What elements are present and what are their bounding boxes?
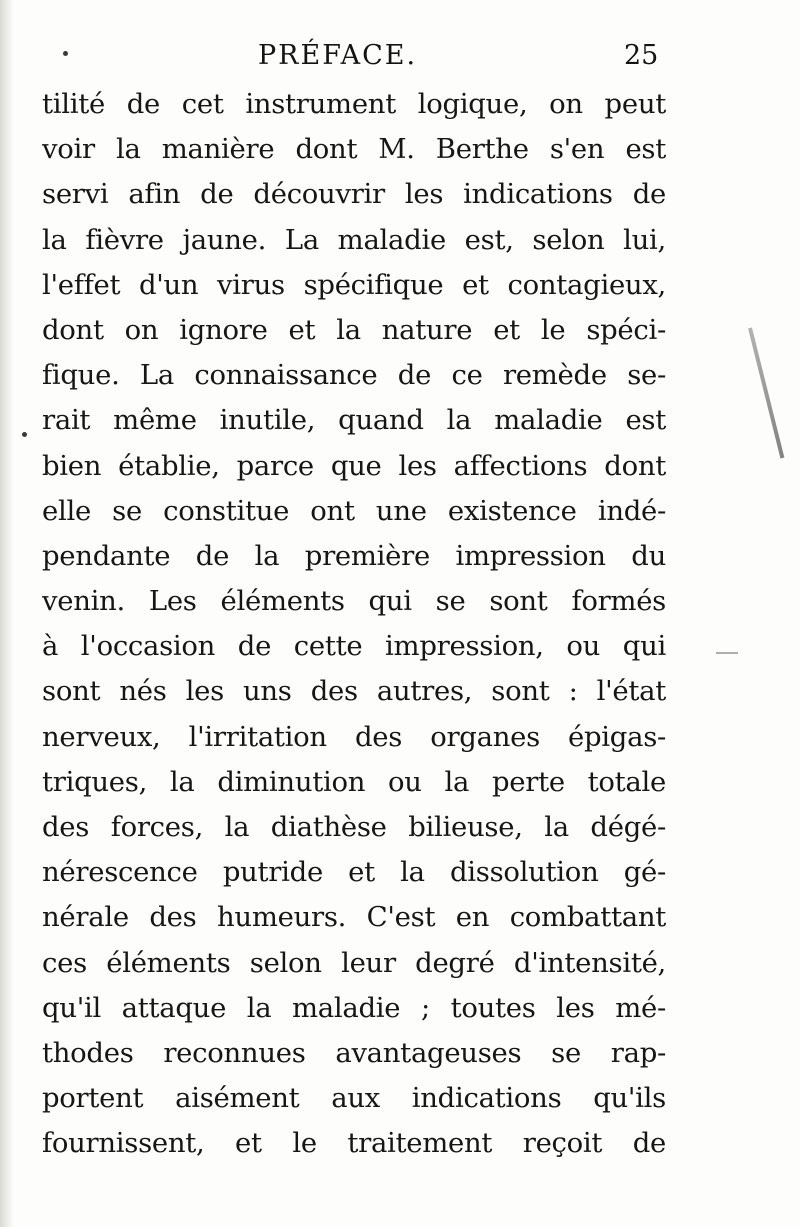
text-line: sont nés les uns des autres, sont : l'état	[42, 675, 666, 708]
body-text	[42, 82, 666, 1167]
page-edge-shadow	[0, 0, 14, 1227]
text-line: la fièvre jaune. La maladie est, selon lui,	[42, 223, 666, 256]
text-line: elle se constitue ont une existence indé-	[42, 494, 666, 527]
text-line: voir la manière dont M. Berthe s'en est	[42, 133, 666, 166]
text-line: thodes reconnues avantageuses se rap-	[42, 1036, 666, 1069]
margin-thread-mark	[748, 328, 784, 459]
running-title: PRÉFACE.	[258, 40, 418, 71]
text-line: ces éléments selon leur degré d'intensité,	[42, 946, 666, 979]
text-line: portent aisément aux indications qu'ils	[42, 1082, 666, 1115]
text-line: pendante de la première impression du	[42, 539, 666, 572]
text-line: l'effet d'un virus spécifique et contagieux,	[42, 268, 666, 301]
text-line: des forces, la diathèse bilieuse, la dégé-	[42, 811, 666, 843]
margin-dash-mark	[716, 652, 738, 654]
ink-speck	[22, 432, 27, 437]
text-line: à l'occasion de cette impression, ou qui	[42, 630, 666, 663]
page-number: 25	[624, 40, 659, 71]
text-line: nerveux, l'irritation des organes épigas-	[42, 720, 666, 753]
text-line: qu'il attaque la maladie ; toutes les mé-	[42, 991, 666, 1024]
text-line: dont on ignore et la nature et le spéci-	[42, 313, 666, 346]
text-line: triques, la diminution ou la perte totale	[42, 765, 666, 798]
text-line: bien établie, parce que les affections dont	[42, 449, 666, 482]
text-line: rait même inutile, quand la maladie est	[42, 404, 666, 437]
text-line: nérescence putride et la dissolution gé-	[42, 856, 666, 889]
text-line: servi afin de découvrir les indications de	[42, 178, 666, 211]
text-line: venin. Les éléments qui se sont formés	[42, 585, 666, 618]
text-line: fournissent, et le traitement reçoit de	[42, 1127, 666, 1160]
text-line: nérale des humeurs. C'est en combattant	[42, 901, 666, 934]
text-line: tilité de cet instrument logique, on peut	[42, 88, 666, 120]
page-header	[0, 30, 800, 80]
text-line: fique. La connaissance de ce remède se-	[42, 359, 666, 392]
ink-speck	[63, 51, 68, 56]
